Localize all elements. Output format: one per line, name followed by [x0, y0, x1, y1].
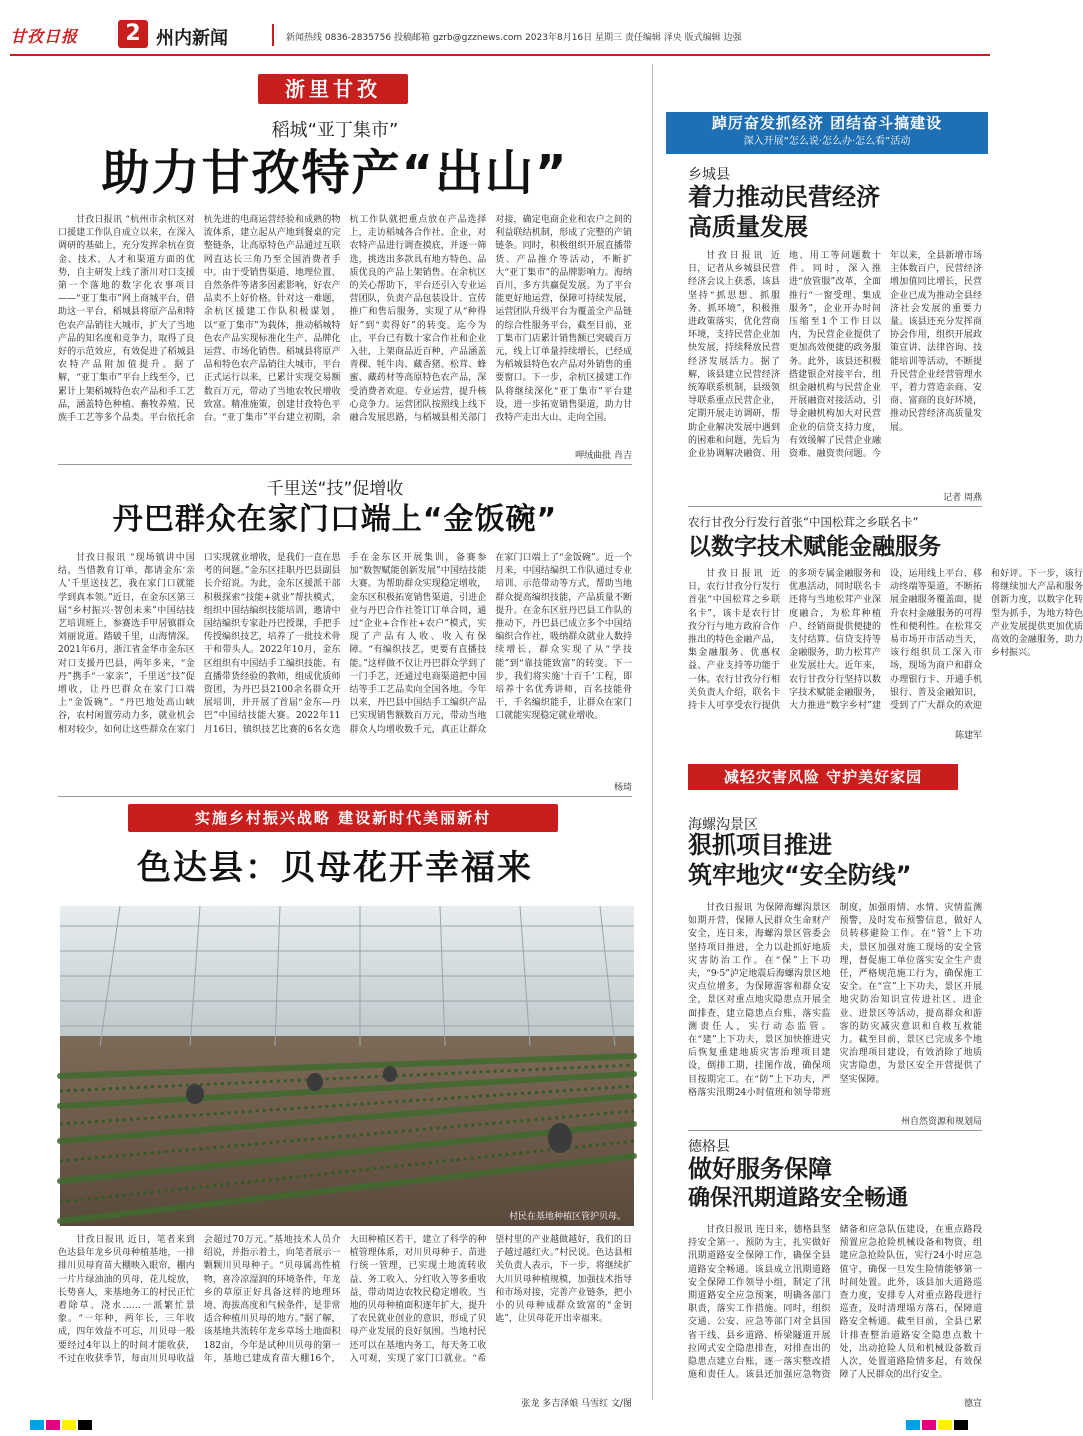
article7-byline: 德宣	[963, 1399, 982, 1409]
color-swatch	[938, 1420, 952, 1430]
article1-body: 甘孜日报讯 “杭州市余杭区对口援建工作队自成立以来，在深入调研的基础上，充分发挥余杭在资金、技术、人才和渠道方面的优势，自主研发上线了浙川对口支援第一个落地的数字化农事项目——“亚丁集市”网上商城平台，借助这一平台，稻城县将原产品和特色农产品销往大城市，扩大了当地产品的知名度和竞争力，取得了良好的示范效应，有效促进了稻城县农特产品附加值提升。据了解，“亚丁集市”平台上线至今，已累计上架稻城特色农产品和手工艺品，涵盖特色种植、畜牧养殖、民族手工艺等多个品类。平台依托余杭先进的电商运营经验和成熟的物流体系，建立起从产地到餐桌的完整链条，让高原特色产品通过互联网直达长三角乃至全国消费者手中。由于受销售渠道、地理位置、自然条件等诸多因素影响，好农产品卖不上好价格。针对这一难题，余杭区援建工作队积极谋划，以“亚丁集市”为载体，推动稻城特色农产品实现标准化生产、品牌化运营、市场化销售。稻城县将原产品和特色农产品销往大城市，平台正式运行以来，已累计实现交易额数百万元，带动了当地农牧民增收致富。精准施策，创建甘孜特色平台。“亚丁集市”平台建立初期，余杭工作队就把重点放在产品选择上，走访稻城各合作社、企业，对农特产品进行调查摸底，并逐一筛选，挑选出多款具有地方特色、品质优良的产品上架销售。在余杭区的关心帮助下，平台还引入专业运营团队，负责产品包装设计、宣传推广和售后服务，实现了从“种得好”到“卖得好”的转变。迄今为止，平台已有数十家合作社和企业入驻，上架商品近百种，产品涵盖青稞、牦牛肉、藏香猪、松茸、蜂蜜、藏药材等高原特色农产品，深受消费者欢迎。专业运营，提升核心竞争力。运营团队按照线上线下融合发展思路，与稻城县相关部门对接，确定电商企业和农户之间的利益联结机制，形成了完整的产销链条。同时，积极组织开展直播带货、产品推介等活动，不断扩大“亚丁集市”的品牌影响力。海纳百川，多方共赢促发展。为了平台能更好地运营，保障可持续发展，运营团队升级平台为覆盖全产品链的综合性服务平台，截至目前，亚丁集市门店累计销售额已突破百万元，线上订单量持续增长，已经成为稻城县特色农产品对外销售的重要窗口。下一步，余杭区援建工作队将继续深化“亚丁集市”平台建设，进一步拓宽销售渠道，助力甘孜特产走出大山、走向全国。	[58, 215, 632, 424]
article1-headline: 助力甘孜特产“出山”	[101, 145, 569, 201]
article5-headline: 以数字技术赋能金融服务	[688, 534, 941, 560]
right-banner-disaster: 减轻灾害风险 守护美好家园	[688, 764, 958, 790]
masthead	[0, 0, 1000, 60]
page-number: 2	[125, 21, 141, 46]
color-swatch	[46, 1420, 60, 1430]
divider-article6	[688, 1130, 982, 1131]
section-name: 州内新闻	[156, 28, 228, 49]
article3-headline: 色达县：贝母花开幸福来	[137, 848, 533, 888]
divider-article4	[688, 506, 982, 507]
article4-headline-line2: 高质量发展	[688, 213, 808, 241]
article2-body: 甘孜日报讯 “现场镇讲中国结，当惜教育订单，都请金东‘亲人’千里送技艺，我在家门口就能学到真本领。”近日，在金东区第三届“乡村振兴·智创未来”中国结技艺培训班上，参赛选手甲居镇群众刘丽说道。踏破千里，山海情深。2021年6月，浙江省金华市金东区对口支援丹巴县，两年多来，“金丹”携手“一家亲”，千里送“技”促增收，让丹巴群众在家门口端上“金饭碗”。“丹巴地处高山峡谷，农村闲置劳动力多，就业机会相对较少，如何让这些群众在家门口实现就业增收，是我们一直在思考的问题。”金东区挂职丹巴县副县长介绍说。为此，金东区援派干部积极探索“技能+就业”帮扶模式，组织中国结编织技能培训，邀请中国结编织专家赴丹巴授课，手把手传授编织技艺，培养了一批技术骨干和带头人。2022年10月，金东区组织有中国结手工编织技能、有直播带货经验的教师，组成优质师资团，为丹巴县2100余名群众开展培训，并开展了首届“金东—丹巴”中国结技能大赛。2022年11月16日，镇织技艺比赛的6名女选手在金东区开展集训，备赛参加“数智赋能创新发展”中国结技能大赛。为帮助群众实现稳定增收，金东区积极拓宽销售渠道，引进企业与丹巴合作社签订订单合同，通过“企业+合作社+农户”模式，实现了产品有人收、收入有保障。“有编织技艺，更要有直播技能。”这样做不仅让丹巴群众学到了一门手艺，还通过电商渠道把中国结等手工艺品卖向全国各地。今年以来，丹巴县中国结手工编织产品已实现销售额数百万元，带动当地群众人均增收数千元，真正让群众在家门口端上了“金饭碗”。近一个月来，中国结编织工作队通过专业培训、示范带动等方式，帮助当地群众提高编织技能，产品质量不断提升。在金东区驻丹巴县工作队的推动下，丹巴县已成立多个中国结编织合作社，吸纳群众就业人数持续增长，群众实现了从“学技能”到“靠技能致富”的转变。下一步，我们将实施‘十百千’工程，即培养十名优秀讲师，百名技能骨干，千名编织能手，让群众在家门口就能实现稳定就业增收。	[58, 553, 632, 735]
right-banner-economy	[666, 112, 988, 154]
article5-kicker: 农行甘孜分行发行首张“中国松茸之乡联名卡”	[688, 515, 919, 529]
masthead-info-line: 新闻热线 0836-2835756 投稿邮箱 gzrb@gzznews.com 2023年8月16日 星期三 责任编辑 泽央 版式编辑 边强	[286, 33, 742, 43]
article3-photo	[60, 906, 634, 1226]
article1-byline: 呷绒曲批 肖吉	[575, 451, 632, 461]
article7-headline-line2: 确保汛期道路安全畅通	[688, 1186, 909, 1211]
article6-headline-line1: 狠抓项目推进	[688, 831, 832, 859]
right-banner-subtitle: 深入开展“怎么说·怎么办·怎么看”活动	[743, 136, 911, 147]
section-banner-village: 实施乡村振兴战略 建设新时代美丽新村	[128, 804, 558, 832]
greenhouse-photo-illustration	[60, 906, 634, 1226]
right-banner-title: 踔厉奋发抓经济 团结奋斗搞建设	[711, 114, 943, 132]
article6-body: 甘孜日报讯 为保障海螺沟景区如期开营，保障人民群众生命财产安全，连日来，海螺沟景区管委会坚持项目推进，全力以赴抓好地质灾害防治工作。在“保”上下功夫，“9·5”泸定地震后海螺沟景区地灾点位增多，为保障游客和群众安全，景区对重点地灾隐患点开展全面排查，建立隐患点台账，落实监测责任人，实行动态监管。在“建”上下功夫，景区加快推进灾后恢复重建地质灾害治理项目建设，倒排工期，挂图作战，确保项目按期完工。在“防”上下功夫，严格落实汛期24小时值班和领导带班制度，加强雨情、水情、灾情监测预警，及时发布预警信息，做好人员转移避险工作。在“管”上下功夫，景区加强对施工现场的安全管理，督促施工单位落实安全生产责任，严格规范施工行为，确保施工安全。在“宣”上下功夫，景区开展地灾防治知识宣传进社区、进企业、进景区等活动，提高群众和游客的防灾减灾意识和自救互救能力。截至目前，景区已完成多个地灾治理项目建设，有效消除了地质灾害隐患，为景区安全开营提供了坚实保障。	[688, 903, 982, 1098]
article2-kicker: 千里送“技”促增收	[266, 479, 404, 499]
color-swatch	[954, 1420, 968, 1430]
registration-color-bar	[0, 1420, 1000, 1432]
color-swatch	[30, 1420, 44, 1430]
divider-article2	[58, 796, 632, 797]
article3-body: 甘孜日报讯 近日，笔者来到色达县年龙乡贝母种植基地，一排排川贝母育苗大棚映入眼帘，棚内一片片绿油油的贝母，花儿绽放，长势喜人，来基地务工的村民正忙着除草、浇水……一派繁忙景象。“一年种，两年长，三年收成，四年效益不可忘，川贝母一般要经过4年以上的时间才能收获，不过在收获季节，每亩川贝母收益会超过70万元。”基地技术人员介绍说，并指示着土，向笔者展示一颗颗川贝母种子。“贝母属高性植物，喜冷凉湿润的环境条件，年龙乡的草原正好具备这样的地理环境、海拔高度和气候条件，是非常适合种植川贝母的地方。”据了解，该基地共流转年龙乡草场土地面积182亩，今年是试种川贝母的第一年，基地已建成育苗大棚16个，大田种植区若干，建立了科学的种植管理体系，对川贝母种子、苗进行统一管理，已实现土地流转收益、务工收入、分红收入等多重收益，带动周边农牧民稳定增收。当地的贝母种植面积逐年扩大，提升了农民就业创业的意识，形成了贝母产业发展的良好氛围。当地村民还可以在基地内务工，每天务工收入可观，实现了家门口就业。“希望村里的产业越做越好，我们的日子越过越红火。”村民说。色达县相关负责人表示，下一步，将继续扩大川贝母种植规模，加强技术指导和市场对接，完善产业链条，把小小的贝母种成群众致富的“金钥匙”，让贝母花开出幸福来。	[58, 1235, 632, 1364]
article4-byline: 记者 周燕	[943, 493, 982, 503]
article1-kicker: 稻城“亚丁集市”	[271, 120, 399, 141]
article7-body: 甘孜日报讯 连日来，德格县坚持安全第一、预防为主，扎实做好汛期道路安全保障工作，确保全县道路安全畅通。该县成立汛期道路安全保障工作领导小组，制定了汛期道路安全应急预案，明确各部门职责，落实工作措施。同时，组织交通、公安、应急等部门对全县国省干线、县乡道路、桥梁隧道开展拉网式安全隐患排查，对排查出的隐患点建立台账，逐一落实整改措施和责任人。该县还加强应急物资储备和应急队伍建设，在重点路段预置应急抢险机械设备和物资，组建应急抢险队伍，实行24小时应急值守，确保一旦发生险情能够第一时间处置。此外，该县加大道路巡查力度，安排专人对重点路段进行巡查，及时清理塌方落石，保障道路安全畅通。截至目前，全县已累计排查整治道路安全隐患点数十处，出动抢险人员和机械设备数百人次，处置道路险情多起，有效保障了人民群众的出行安全。	[688, 1225, 982, 1381]
color-swatch	[922, 1420, 936, 1430]
article5-body: 甘孜日报讯 近日，农行甘孜分行发行首张“中国松茸之乡联名卡”，该卡是农行甘孜分行与地方政府合作推出的特色金融产品，集金融服务、优惠权益、产业支持等功能于一体。农行甘孜分行相关负责人介绍，联名卡持卡人可享受农行提供的多项专属金融服务和优惠活动，同时联名卡还将与当地松茸产业深度融合，为松茸种植户、经销商提供便捷的支付结算、信贷支持等金融服务，助力松茸产业发展壮大。近年来，农行甘孜分行坚持以数字技术赋能金融服务，大力推进“数字乡村”建设，运用线上平台、移动终端等渠道，不断拓展金融服务覆盖面，提升农村金融服务的可得性和便利性。在松茸交易市场开市活动当天，该行组织员工深入市场，现场为商户和群众办理银行卡、开通手机银行、普及金融知识，受到了广大群众的欢迎和好评。下一步，该行将继续加大产品和服务创新力度，以数字化转型为抓手，为地方特色产业发展提供更加优质高效的金融服务，助力乡村振兴。	[688, 569, 1083, 712]
article3-byline: 张龙 多吉泽娘 马雪红 文/图	[521, 1399, 632, 1409]
page-number-badge	[118, 20, 148, 48]
photo-caption: 村民在基地种植区管护贝母。	[508, 1212, 626, 1222]
masthead-rule	[10, 54, 990, 56]
article4-headline-line1: 着力推动民营经济	[688, 183, 880, 211]
masthead-divider	[272, 24, 274, 46]
article2-headline: 丹巴群众在家门口端上“金饭碗”	[112, 502, 558, 537]
article6-headline-line2: 筑牢地灾“安全防线”	[688, 861, 912, 889]
article6-place: 海螺沟景区	[688, 817, 758, 833]
color-swatch	[78, 1420, 92, 1430]
article2-byline: 杨琦	[613, 783, 632, 793]
section-banner-zheli: 浙里甘孜	[258, 74, 408, 104]
article7-place: 德格县	[688, 1139, 730, 1155]
column-divider	[652, 64, 653, 1400]
paper-logo: 甘孜日报	[10, 27, 79, 46]
article4-place: 乡城县	[688, 167, 730, 183]
article6-byline: 州自然资源和规划局	[900, 1117, 982, 1127]
color-swatch	[62, 1420, 76, 1430]
color-swatch	[906, 1420, 920, 1430]
divider-article1	[58, 464, 632, 465]
article5-byline: 陈建军	[954, 731, 982, 741]
article4-body: 甘孜日报讯 近日，记者从乡城县民营经济会议上获悉，该县坚持“抓思想、抓服务、抓环境”，积极推进政策落实，优化营商环境，支持民营企业加快发展，持续释放民营经济发展活力。据了解，该县建立民营经济统筹联系机制，县级领导联系重点民营企业，定期开展走访调研，帮助企业解决发展中遇到的困难和问题，先后为企业协调解决融资、用地、用工等问题数十件。同时，深入推进“放管服”改革，全面推行“一窗受理、集成服务”，企业开办时间压缩至1个工作日以内，为民营企业提供了更加高效便捷的政务服务。此外，该县还积极搭建银企对接平台，组织金融机构与民营企业开展融资对接活动，引导金融机构加大对民营企业的信贷支持力度，有效缓解了民营企业融资难、融资贵问题。今年以来，全县新增市场主体数百户，民营经济增加值同比增长，民营企业已成为推动全县经济社会发展的重要力量。该县还充分发挥商协会作用，组织开展政策宣讲、法律咨询、技能培训等活动，不断提升民营企业经营管理水平，着力营造亲商、安商、富商的良好环境，推动民营经济高质量发展。	[688, 251, 982, 460]
article7-headline-line1: 做好服务保障	[688, 1155, 832, 1183]
